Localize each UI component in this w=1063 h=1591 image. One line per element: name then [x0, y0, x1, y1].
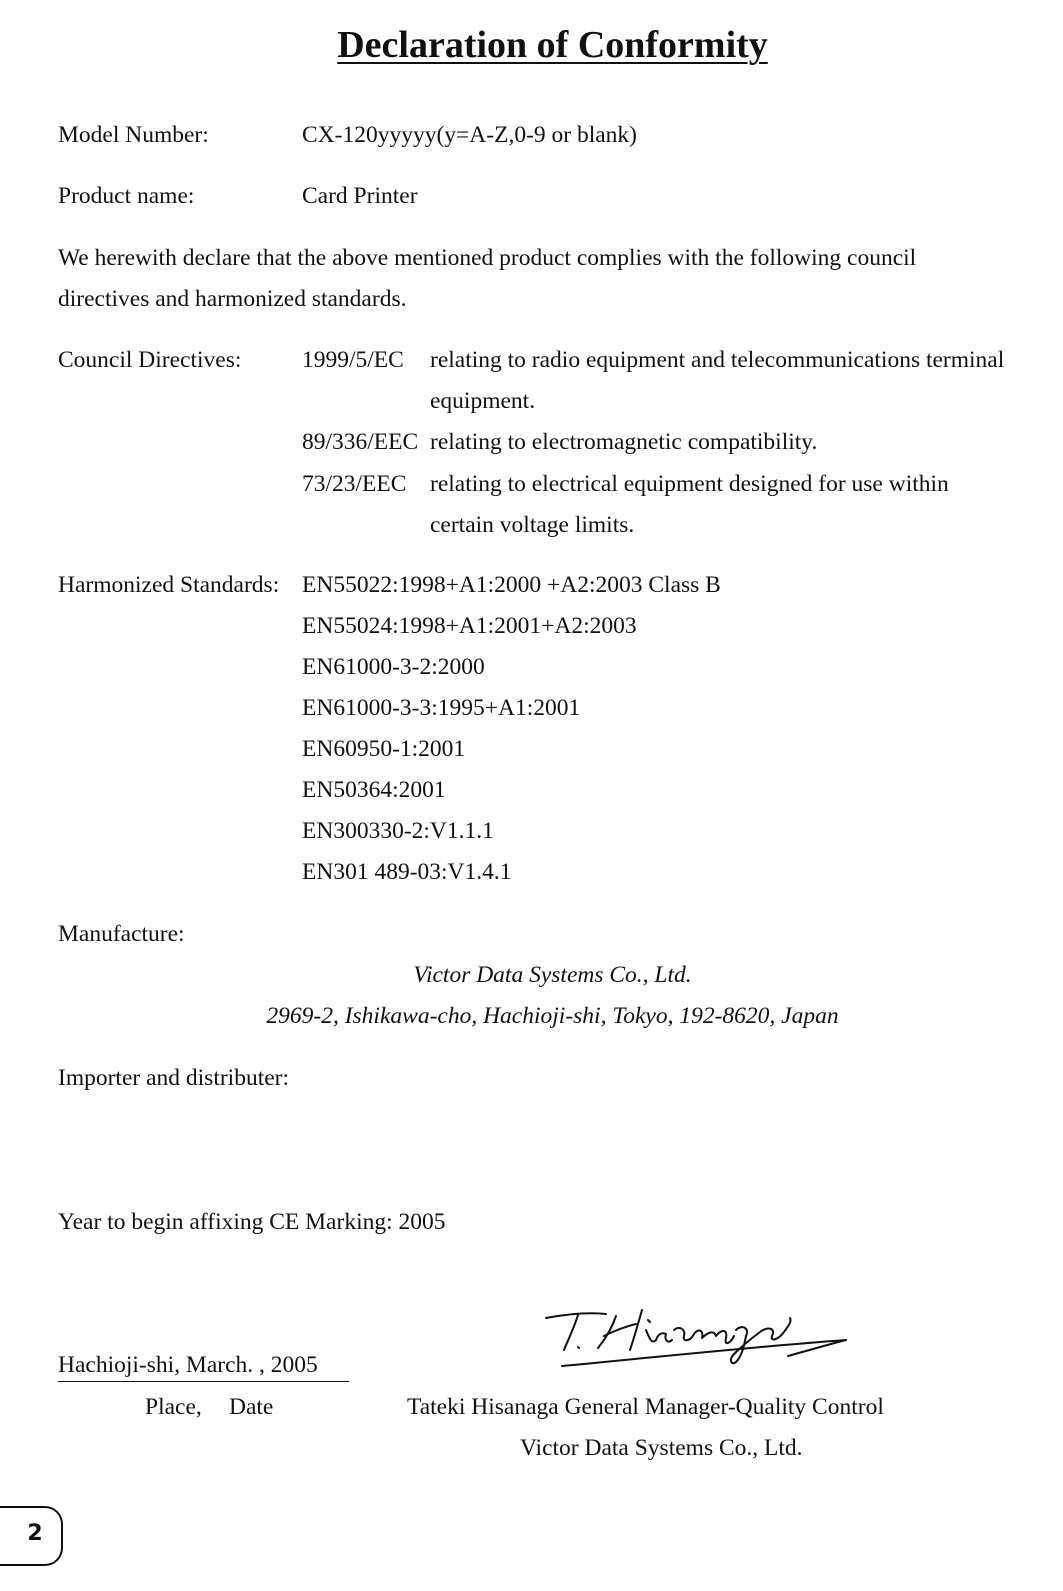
- handwritten-signature: [538, 1300, 858, 1380]
- standard-item: EN55024:1998+A1:2001+A2:2003: [302, 613, 637, 639]
- place-date-underline: [58, 1381, 349, 1382]
- signer-name-title: Tateki Hisanaga General Manager-Quality Control: [407, 1394, 884, 1420]
- importer-label: Importer and distributer:: [58, 1065, 290, 1091]
- harmonized-standards-label: Harmonized Standards:: [58, 572, 280, 598]
- directive-description-cont: certain voltage limits.: [430, 512, 635, 538]
- standard-item: EN301 489-03:V1.4.1: [302, 859, 512, 885]
- directive-description: relating to electromagnetic compatibility.: [430, 429, 818, 455]
- council-directives-label: Council Directives:: [58, 347, 242, 373]
- directive-description-cont: equipment.: [430, 388, 536, 414]
- directive-code: 73/23/EEC: [302, 471, 407, 497]
- declaration-statement-line1: We herewith declare that the above mentioned product complies with the following council: [58, 245, 917, 271]
- standard-item: EN50364:2001: [302, 777, 446, 803]
- standard-item: EN55022:1998+A1:2000 +A2:2003 Class B: [302, 572, 721, 598]
- manufacturer-address: 2969-2, Ishikawa-cho, Hachioji-shi, Tokyo, 192-8620, Japan: [266, 1003, 839, 1029]
- directive-code: 89/336/EEC: [302, 429, 419, 455]
- place-label: Place,: [145, 1394, 202, 1420]
- standard-item: EN300330-2:V1.1.1: [302, 818, 494, 844]
- page-number: 2: [27, 1521, 43, 1546]
- signer-company: Victor Data Systems Co., Ltd.: [520, 1435, 803, 1461]
- manufacturer-company: Victor Data Systems Co., Ltd.: [413, 962, 692, 988]
- model-number-label: Model Number:: [58, 122, 209, 148]
- manufacture-label: Manufacture:: [58, 921, 185, 947]
- date-label: Date: [229, 1394, 274, 1420]
- directive-description: relating to radio equipment and telecommunications terminal: [430, 347, 1005, 373]
- declaration-statement-line2: directives and harmonized standards.: [58, 286, 407, 312]
- model-number-value: CX-120yyyyy(y=A-Z,0-9 or blank): [302, 122, 638, 148]
- product-name-value: Card Printer: [302, 183, 418, 209]
- ce-marking-year: Year to begin affixing CE Marking: 2005: [58, 1209, 446, 1235]
- directive-code: 1999/5/EC: [302, 347, 404, 373]
- place-date-value: Hachioji-shi, March. , 2005: [58, 1352, 318, 1378]
- standard-item: EN60950-1:2001: [302, 736, 466, 762]
- standard-item: EN61000-3-3:1995+A1:2001: [302, 695, 581, 721]
- product-name-label: Product name:: [58, 183, 195, 209]
- standard-item: EN61000-3-2:2000: [302, 654, 485, 680]
- page-title: Declaration of Conformity: [337, 24, 768, 66]
- directive-description: relating to electrical equipment designed for use within: [430, 471, 949, 497]
